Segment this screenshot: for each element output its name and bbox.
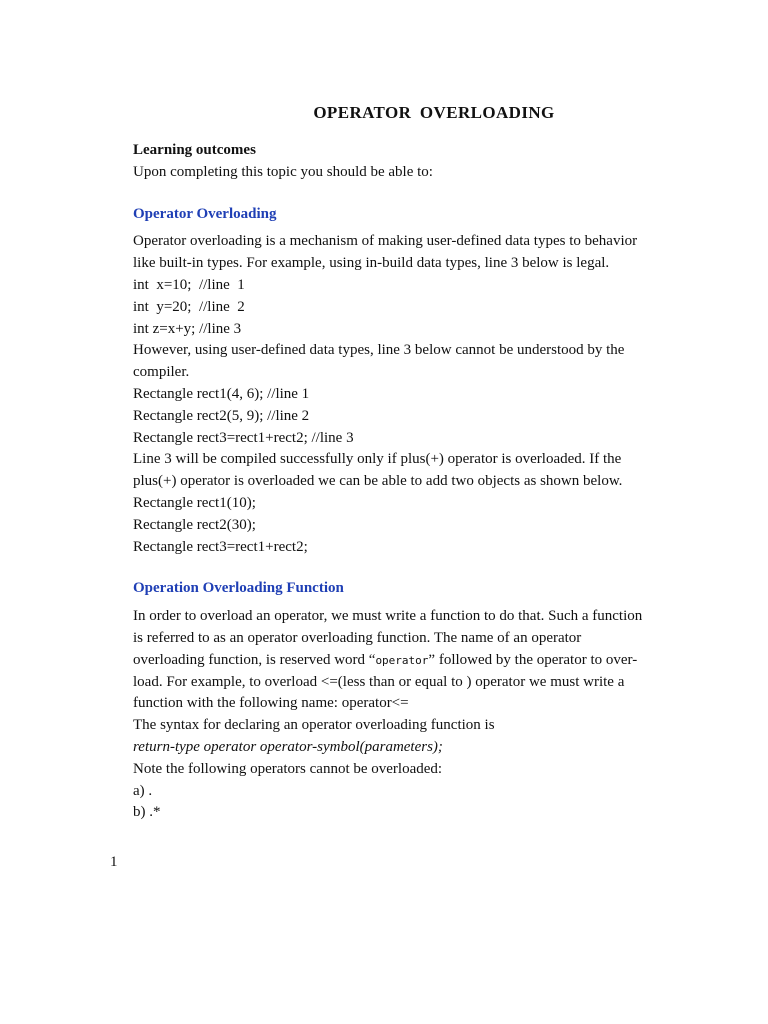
- syntax-intro: The syntax for declaring an operator overloading function is: [133, 717, 495, 734]
- code-line: Rectangle rect2(30);: [133, 516, 256, 533]
- section-heading-operator-overloading: Operator Overloading: [133, 205, 277, 222]
- paragraph-line: like built-in types. For example, using in-build data types, line 3 below is legal.: [133, 255, 610, 272]
- paragraph-line: Line 3 will be compiled successfully only if plus(+) operator is overloaded. If the: [133, 451, 622, 468]
- operator-keyword: operator: [375, 653, 429, 667]
- paragraph-line: In order to overload an operator, we must write a function to do that. Such a function: [133, 608, 643, 625]
- syntax-declaration: return-type operator operator-symbol(parameters);: [133, 738, 443, 755]
- page-number: 1: [110, 854, 118, 870]
- paragraph-line: function with the following name: operator<=: [133, 695, 409, 712]
- page-title: OPERATOR OVERLOADING: [313, 103, 555, 122]
- paragraph-text: ” followed by the operator to over-: [428, 651, 638, 668]
- code-line: Rectangle rect1(4, 6); //line 1: [133, 385, 310, 402]
- learning-outcomes-heading: Learning outcomes: [133, 142, 256, 158]
- learning-outcomes-text: Upon completing this topic you should be able to:: [133, 163, 433, 180]
- paragraph-line: plus(+) operator is overloaded we can be able to add two objects as shown below.: [133, 473, 623, 490]
- paragraph-line: is referred to as an operator overloading function. The name of an operator: [133, 629, 582, 646]
- paragraph-line: [133, 650, 645, 672]
- code-line: Rectangle rect2(5, 9); //line 2: [133, 407, 310, 424]
- section-heading-operation-overloading-function: Operation Overloading Function: [133, 580, 344, 597]
- code-line: Rectangle rect3=rect1+rect2;: [133, 538, 308, 555]
- list-item: a) .: [133, 782, 153, 799]
- note-text: Note the following operators cannot be overloaded:: [133, 760, 443, 777]
- paragraph-line: load. For example, to overload <=(less than or equal to ) operator we must write a: [133, 673, 625, 690]
- code-line: Rectangle rect1(10);: [133, 494, 256, 511]
- paragraph-line: However, using user-defined data types, line 3 below cannot be understood by the: [133, 342, 625, 359]
- code-line: int z=x+y; //line 3: [133, 320, 242, 337]
- document-body: [133, 140, 645, 824]
- paragraph-line: Operator overloading is a mechanism of making user-defined data types to behavior: [133, 233, 638, 250]
- code-line: Rectangle rect3=rect1+rect2; //line 3: [133, 429, 354, 446]
- paragraph-text: overloading function, is reserved word “: [133, 651, 376, 668]
- paragraph-line: compiler.: [133, 364, 190, 381]
- code-line: int y=20; //line 2: [133, 298, 245, 315]
- list-item: b) .*: [133, 804, 161, 821]
- code-line: int x=10; //line 1: [133, 276, 245, 293]
